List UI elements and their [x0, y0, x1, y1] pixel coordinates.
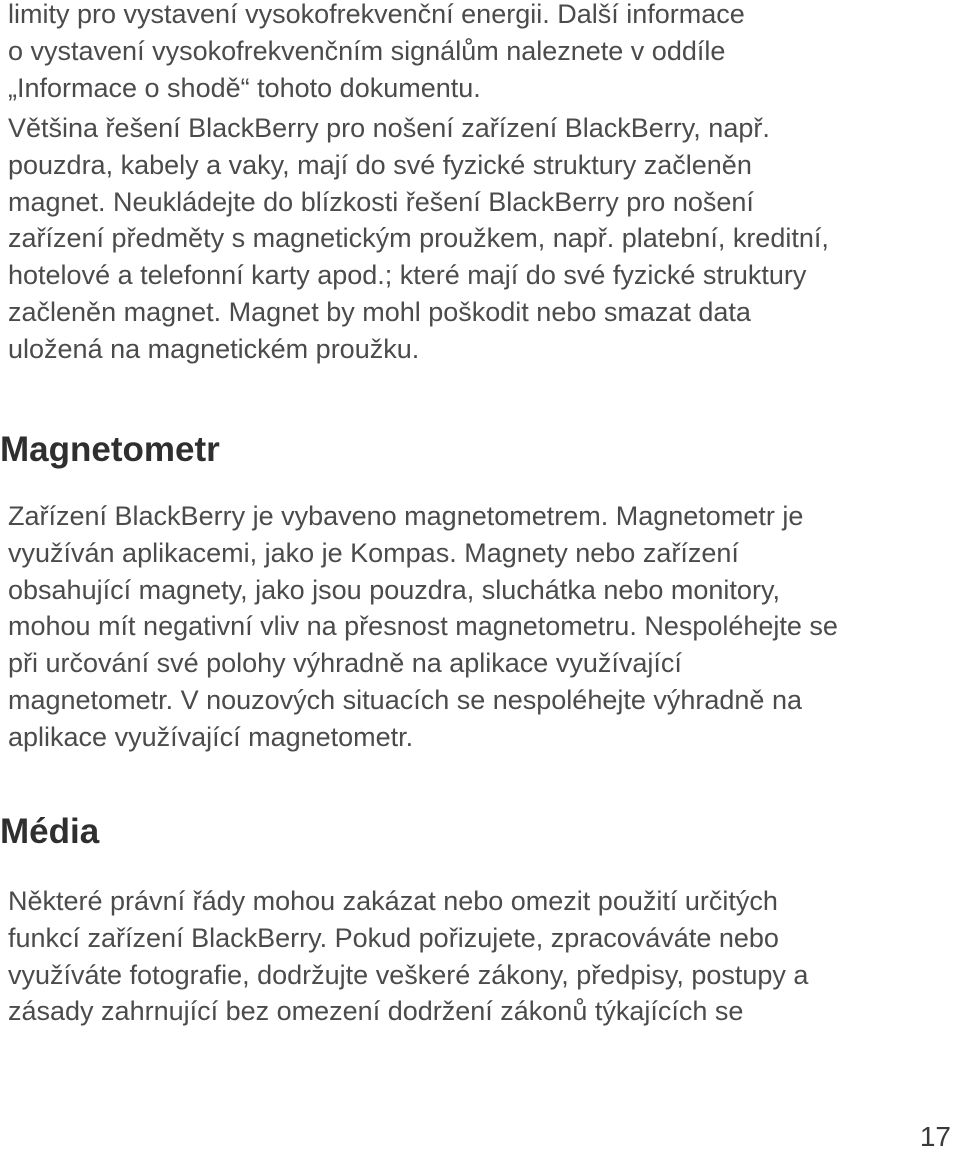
text-line: o vystavení vysokofrekvenčním signálům naleznete v oddíle [8, 35, 726, 66]
text-line: využíváte fotografie, dodržujte veškeré zákony, předpisy, postupy a [8, 959, 809, 990]
section-heading-media: Média [0, 812, 100, 851]
text-line: uložená na magnetickém proužku. [8, 333, 420, 364]
text-line: zařízení předměty s magnetickým proužkem, např. platební, kreditní, [8, 223, 829, 254]
text-line: magnetometr. V nouzových situacích se nespoléhejte výhradně na [8, 684, 802, 715]
paragraph-media [8, 883, 948, 1030]
text-line: využíván aplikacemi, jako je Kompas. Magnety nebo zařízení [8, 537, 739, 568]
text-line: začleněn magnet. Magnet by mohl poškodit nebo smazat data [8, 296, 751, 327]
paragraph-rf-exposure [8, 0, 948, 106]
section-heading-magnetometer: Magnetometr [0, 430, 220, 469]
text-line: Většina řešení BlackBerry pro nošení zařízení BlackBerry, např. [8, 113, 770, 143]
text-line: magnet. Neukládejte do blízkosti řešení BlackBerry pro nošení [8, 186, 754, 217]
paragraph-magnetometer [8, 498, 948, 756]
text-line: při určování své polohy výhradně na aplikace využívající [8, 648, 682, 679]
text-line: limity pro vystavení vysokofrekvenční energii. Další informace [8, 0, 745, 29]
page-number: 17 [919, 1121, 951, 1152]
text-line: „Informace o shodě“ tohoto dokumentu. [8, 72, 481, 103]
text-line: funkcí zařízení BlackBerry. Pokud pořizujete, zpracováváte nebo [8, 922, 779, 953]
text-line: zásady zahrnující bez omezení dodržení zákonů týkajících se [8, 996, 744, 1027]
text-line: aplikace využívající magnetometr. [8, 721, 414, 752]
text-line: mohou mít negativní vliv na přesnost magnetometru. Nespoléhejte se [8, 611, 838, 642]
text-line: hotelové a telefonní karty apod.; které mají do své fyzické struktury [8, 260, 807, 291]
text-line: Některé právní řády mohou zakázat nebo omezit použití určitých [8, 886, 778, 916]
text-line: pouzdra, kabely a vaky, mají do své fyzické struktury začleněn [8, 149, 752, 180]
paragraph-magnet-carrying [8, 110, 948, 368]
text-line: obsahující magnety, jako jsou pouzdra, sluchátka nebo monitory, [8, 574, 780, 605]
text-line: Zařízení BlackBerry je vybaveno magnetometrem. Magnetometr je [8, 501, 804, 531]
